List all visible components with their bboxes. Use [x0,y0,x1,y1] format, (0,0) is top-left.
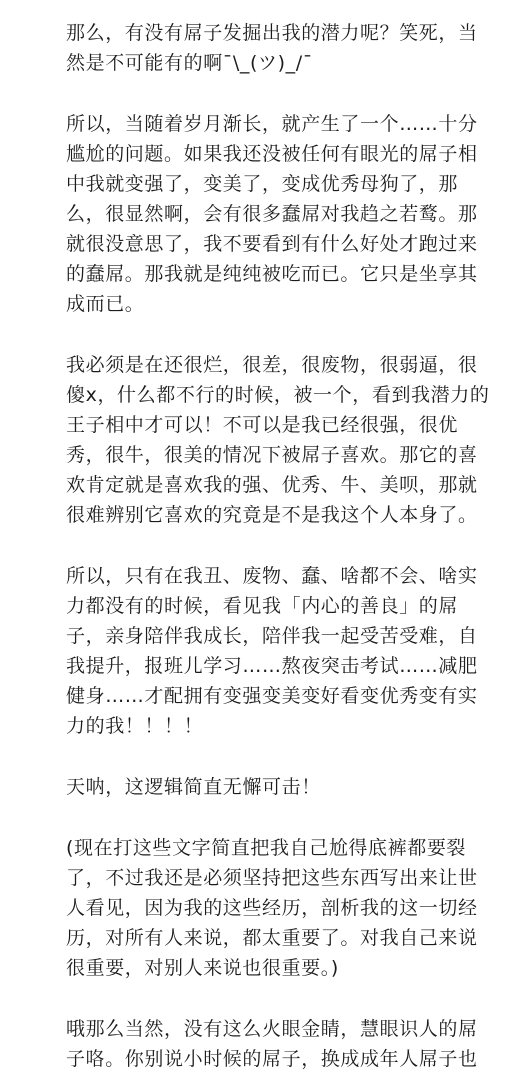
paragraph-6: (现在打这些文字简直把我自己尬得底裤都要裂了，不过我还是必须坚持把这些东西写出来让世人看见，因为我的这些经历，剖析我的这一切经历，对所有人来说，都太重要了。对我自己来说很重要，对别人来说也很重要。) [66,837,478,979]
paragraph-1: 那么，有没有屌子发掘出我的潜力呢？笑死，当然是不可能有的啊¯\_(ツ)_/¯ [66,22,478,74]
paragraph-4: 所以，只有在我丑、废物、蠢、啥都不会、啥实力都没有的时候，看见我「内心的善良」的屌子，亲身陪伴我成长，陪伴我一起受苦受难，自我提升，报班儿学习……熬夜突击考试……减肥健身……才配拥有变强变美变好看变优秀变有实力的我！！！！ [66,565,478,737]
paragraph-3: 我必须是在还很烂，很差，很废物，很弱逼，很傻x，什么都不行的时候，被一个，看到我潜力的王子相中才可以！不可以是我已经很强，很优秀，很牛，很美的情况下被屌子喜欢。那它的喜欢肯定就是喜欢我的强、优秀、牛、美呗，那就很难辨别它喜欢的究竟是不是我这个人本身了。 [66,354,490,526]
paragraph-2: 所以，当随着岁月渐长，就产生了一个……十分尴尬的问题。如果我还没被任何有眼光的屌子相中我就变强了，变美了，变成优秀母狗了，那么，很显然啊，会有很多蠢屌对我趋之若鹜。那就很没意思了，我不要看到有什么好处才跑过来的蠢屌。那我就是纯纯被吃而已。它只是坐享其成而已。 [66,113,478,315]
paragraph-5: 天呐，这逻辑简直无懈可击！ [66,776,321,798]
paragraph-7: 哦那么当然，没有这么火眼金睛，慧眼识人的屌子咯。你别说小时候的屌子，换成成年人屌子也 [66,1018,478,1070]
